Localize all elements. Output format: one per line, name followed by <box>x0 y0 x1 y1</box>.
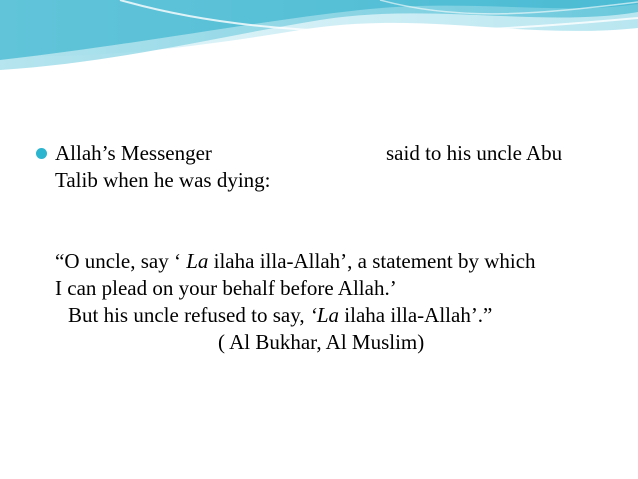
line1-left: Allah’s Messenger <box>55 141 212 165</box>
quote-line-3 <box>36 302 626 329</box>
bullet-line-1 <box>36 140 626 167</box>
header-wave-decoration <box>0 0 638 80</box>
quote-mid-1: ilaha illa-Allah’, a statement by which <box>208 249 536 273</box>
quote-line-2: I can plead on your behalf before Allah.’ <box>55 276 397 300</box>
quote-la-1: La <box>186 249 209 273</box>
line1-right: said to his uncle Abu <box>386 141 563 165</box>
citation: ( Al Bukhar, Al Muslim) <box>218 330 425 354</box>
line5-post: ilaha illa-Allah’.” <box>339 303 493 327</box>
slide-body <box>36 140 626 356</box>
line2: Talib when he was dying: <box>55 168 271 192</box>
bullet-icon <box>36 148 47 159</box>
quote-open: “O uncle, say ‘ <box>55 249 187 273</box>
line5-la: ‘La <box>309 303 340 327</box>
quote-line-1 <box>36 248 626 275</box>
line5-pre: But his uncle refused to say, <box>68 303 310 327</box>
